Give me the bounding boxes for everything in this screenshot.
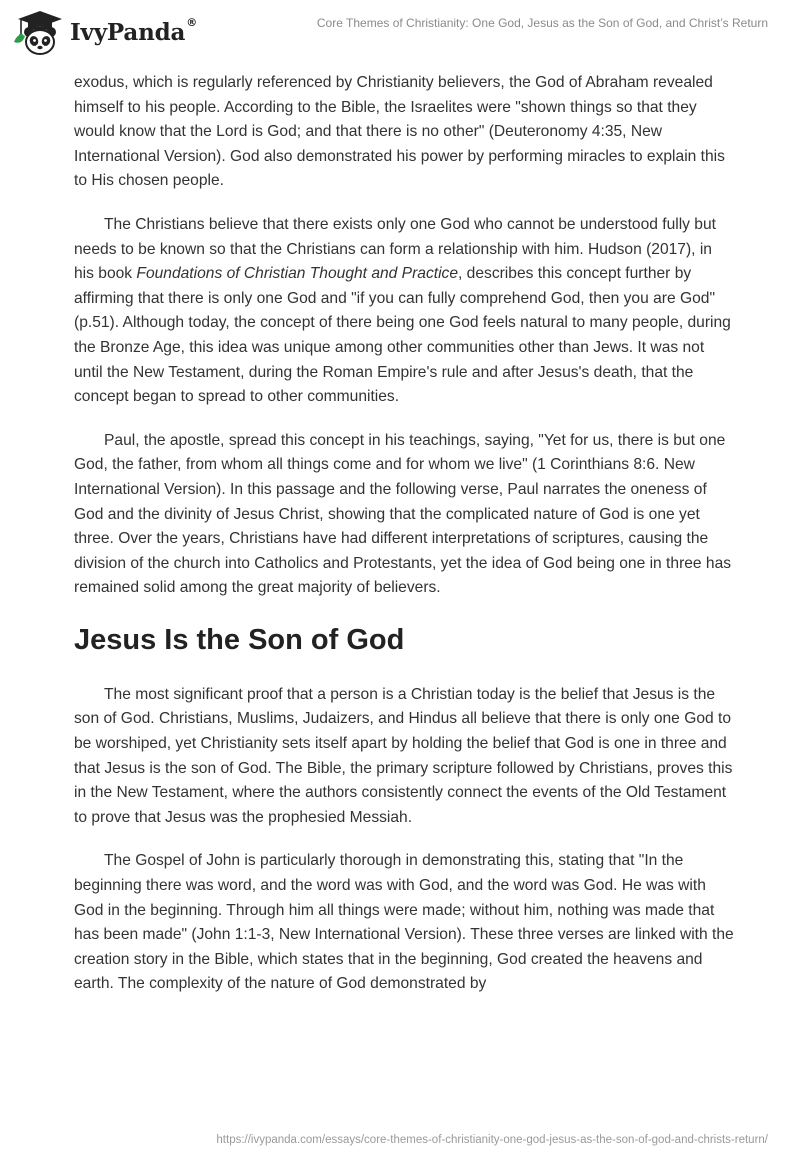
ivypanda-logo[interactable] [10,8,197,56]
document-title: Core Themes of Christianity: One God, Jesus as the Son of God, and Christ’s Return [316,16,768,30]
section-heading: Jesus Is the Son of God [74,623,405,656]
paragraph-5: The Gospel of John is particularly thorough in demonstrating this, stating that "In the beginning there was word, and the word was with God, and the word was God. He was with God in the beginning. Through him all things were made; without him, nothing was made that has been made" (John 1:1-3, New International Version). These three verses are linked with the creation story in the Bible, which states that in the beginning, God created the heavens and earth. The complexity of the nature of God demonstrated by [74,852,734,993]
panda-graduate-icon [10,8,66,56]
source-url[interactable]: https://ivypanda.com/essays/core-themes-of-christianity-one-god-jesus-as-the-son-of-god-and-christs-return/ [216,1134,768,1146]
book-title: Foundations of Christian Thought and Practice [136,265,459,283]
paragraph-2-text-before: The Christians believe that there exists only one God who cannot be understood fully but needs to be known so that the Christians can form a relationship with him. Hudson (2017), in his book [74,215,716,283]
paragraph-4: The most significant proof that a person is a Christian today is the belief that Jesus is the son of God. Christians, Muslims, Judaizers, and Hindus all believe that there is only one God to be worshiped, yet Christianity sets itself apart by holding the belief that God is one in three and that Jesus is the son of God. The Bible, the primary scripture followed by Christians, proves this in the New Testament, where the authors consistently connect the events of the Old Testament to prove that Jesus was the prophesied Messiah. [74,685,733,826]
paragraph-2-text-after: , describes this concept further by affirming that there is only one God and "if you can fully comprehend God, then you are God" (p.51). Although today, the concept of there being one God feels natural to many people, during the Bronze Age, this idea was unique among other communities other than Jews. It was not until the New Testament, during the Roman Empire's rule and after Jesus's death, that the concept began to spread to other communities. [74,265,731,406]
paragraph-2 [74,213,734,410]
paragraph-3: Paul, the apostle, spread this concept in his teachings, saying, "Yet for us, there is but one God, the father, from whom all things come and for whom we live" (1 Corinthians 8:6. New International Version). In this passage and the following verse, Paul narrates the oneness of God and the divinity of Jesus Christ, showing that the complicated nature of God is one yet three. Over the years, Christians have had different interpretations of scriptures, causing the division of the church into Catholics and Protestants, yet the idea of God being one in three has remained solid among the great majority of believers. [74,431,732,597]
essay-body [74,71,734,1016]
page-header [0,0,800,62]
paragraph-1: exodus, which is regularly referenced by Christianity believers, the God of Abraham revealed himself to his people. According to the Bible, the Israelites were "shown things so that they would know that the Lord is God; and that there is no other" (Deuteronomy 4:35, New International Version). God also demonstrated his power by performing miracles to explain this to His chosen people. [74,74,725,190]
logo-wordmark: IvyPanda® [70,15,197,46]
